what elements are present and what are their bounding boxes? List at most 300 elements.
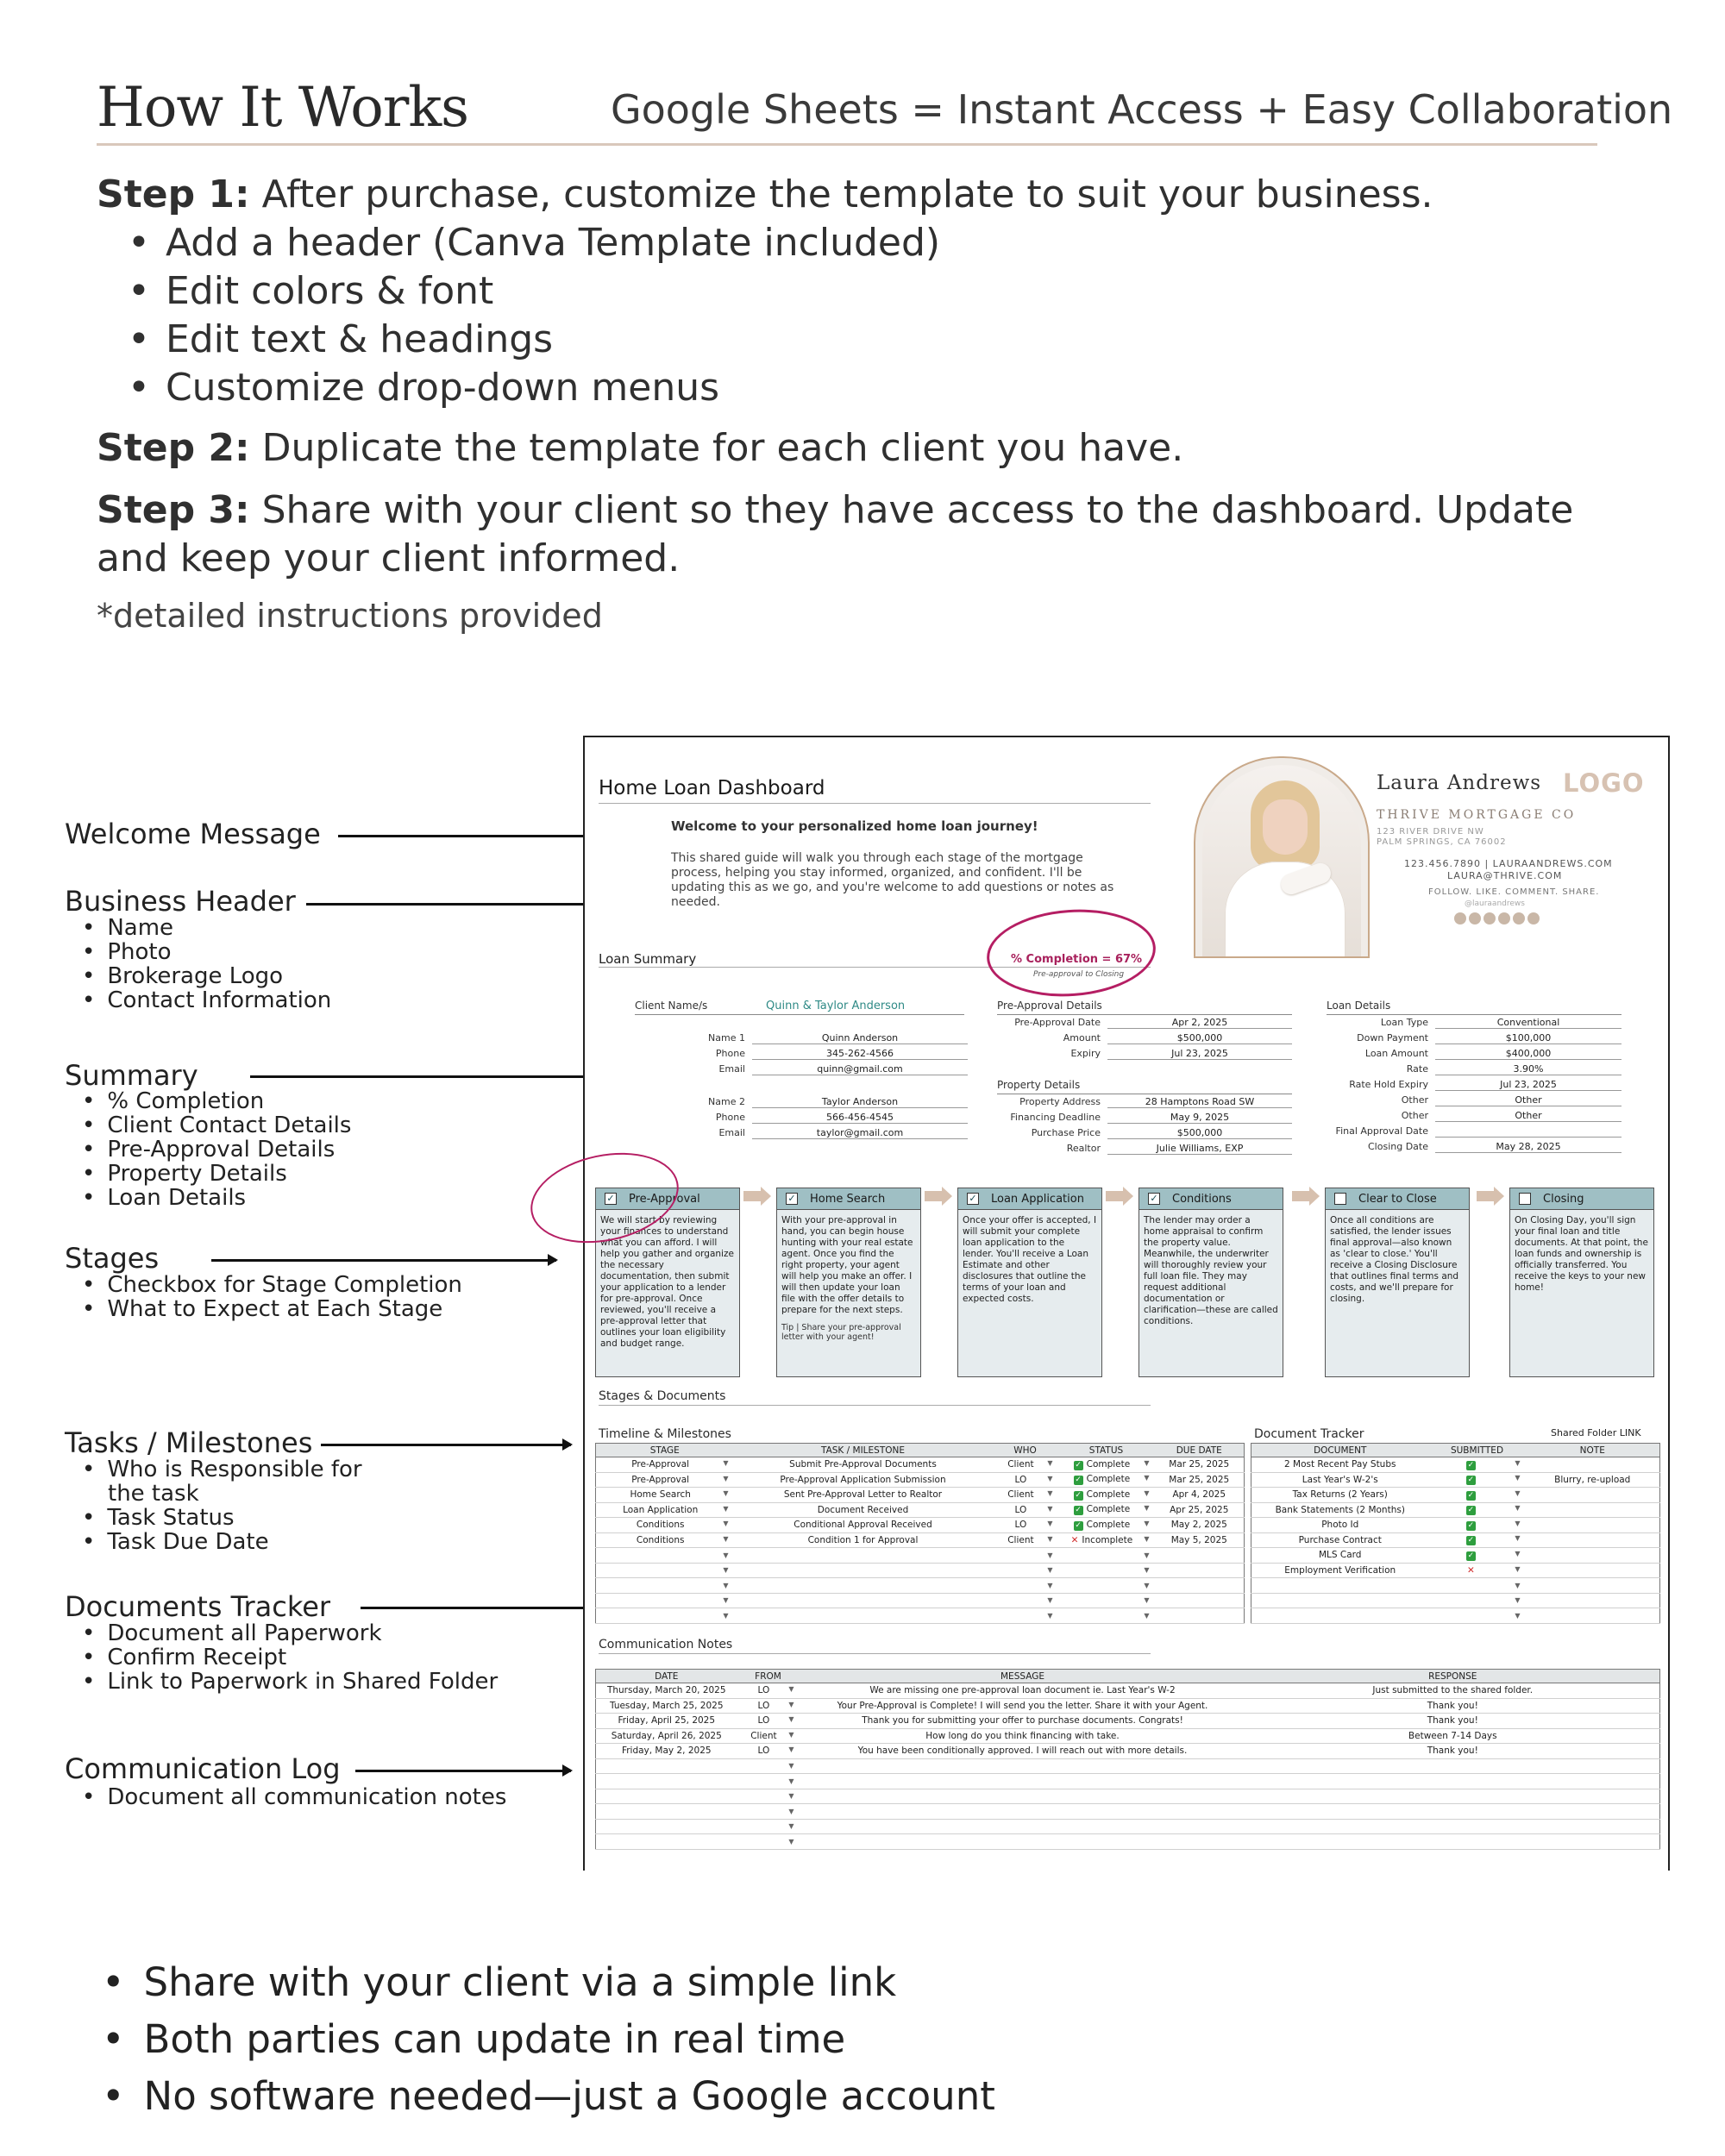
from-cell[interactable] — [737, 1728, 800, 1744]
date-cell[interactable] — [596, 1789, 737, 1804]
dropdown-icon[interactable]: ▼ — [1144, 1534, 1150, 1543]
field-value[interactable]: Quinn Anderson — [752, 1032, 968, 1044]
due-date-cell[interactable] — [1155, 1548, 1245, 1564]
dropdown-icon[interactable]: ▼ — [1144, 1551, 1150, 1559]
dropdown-icon[interactable]: ▼ — [788, 1762, 794, 1771]
due-date-cell[interactable]: Mar 25, 2025 — [1155, 1457, 1245, 1473]
annotation-list — [82, 1621, 498, 1694]
dropdown-icon[interactable]: ▼ — [1515, 1564, 1521, 1573]
document-cell[interactable]: Bank Statements (2 Months) — [1251, 1502, 1429, 1518]
dropdown-icon[interactable]: ▼ — [723, 1489, 729, 1498]
who-cell[interactable] — [993, 1608, 1058, 1624]
response-cell[interactable] — [1246, 1758, 1660, 1774]
x-icon: ✕ — [1467, 1564, 1475, 1576]
field-value[interactable]: Other — [1435, 1110, 1622, 1122]
table-row — [596, 1608, 1245, 1624]
submitted-cell[interactable] — [1429, 1472, 1526, 1488]
dropdown-icon[interactable]: ▼ — [1047, 1520, 1053, 1528]
field-value[interactable] — [1435, 1125, 1622, 1138]
stage-cell[interactable] — [596, 1518, 734, 1533]
dropdown-icon[interactable]: ▼ — [1047, 1551, 1053, 1559]
check-icon: ✓ — [1467, 1506, 1475, 1515]
annotation-list — [82, 1089, 351, 1210]
status-cell[interactable] — [1058, 1563, 1155, 1578]
dropdown-icon[interactable]: ▼ — [788, 1807, 794, 1815]
cell-text: Conditions — [636, 1534, 685, 1545]
field-value[interactable]: Conventional — [1435, 1017, 1622, 1029]
stage-cell[interactable] — [596, 1472, 734, 1488]
task-cell[interactable] — [734, 1608, 993, 1624]
field-value[interactable]: Jul 23, 2025 — [1435, 1079, 1622, 1091]
dropdown-icon[interactable]: ▼ — [723, 1551, 729, 1559]
message-cell[interactable]: Your Pre-Approval is Complete! I will send you the letter. Share it with your Agent. — [800, 1698, 1246, 1714]
status-cell[interactable] — [1058, 1593, 1155, 1608]
document-cell[interactable]: Photo Id — [1251, 1518, 1429, 1533]
from-cell[interactable] — [737, 1698, 800, 1714]
message-cell[interactable] — [800, 1819, 1246, 1834]
field-label: Property Address — [1019, 1096, 1101, 1107]
social-icon[interactable] — [1469, 912, 1481, 924]
social-icon[interactable] — [1513, 912, 1525, 924]
dropdown-icon[interactable]: ▼ — [1047, 1581, 1053, 1589]
who-cell[interactable] — [993, 1457, 1058, 1473]
response-cell[interactable]: Just submitted to the shared folder. — [1246, 1683, 1660, 1699]
stage-cell[interactable] — [596, 1488, 734, 1503]
from-cell[interactable] — [737, 1714, 800, 1729]
document-cell[interactable] — [1251, 1608, 1429, 1624]
step-1-bullet: • Edit text & headings — [128, 317, 553, 361]
column-header: DATE — [596, 1670, 737, 1683]
cell-text: Client — [750, 1730, 777, 1741]
message-cell[interactable]: We are missing one pre-approval loan document ie. Last Year's W-2 — [800, 1683, 1246, 1699]
document-cell[interactable] — [1251, 1593, 1429, 1608]
note-cell[interactable] — [1526, 1488, 1660, 1503]
agent-address: 123 RIVER DRIVE NW — [1377, 827, 1484, 837]
status-cell[interactable] — [1058, 1502, 1155, 1518]
document-cell[interactable]: Tax Returns (2 Years) — [1251, 1488, 1429, 1503]
dropdown-icon[interactable]: ▼ — [1144, 1489, 1150, 1497]
dropdown-icon[interactable]: ▼ — [788, 1777, 794, 1785]
due-date-cell[interactable] — [1155, 1593, 1245, 1608]
annotation-title: Documents Tracker — [65, 1590, 331, 1623]
field-value[interactable]: quinn@gmail.com — [752, 1063, 968, 1075]
shared-folder-link[interactable]: Shared Folder LINK — [1551, 1427, 1641, 1438]
dropdown-icon[interactable]: ▼ — [1515, 1458, 1521, 1467]
who-cell[interactable] — [993, 1472, 1058, 1488]
date-cell[interactable]: Friday, April 25, 2025 — [596, 1714, 737, 1729]
status-cell[interactable] — [1058, 1457, 1155, 1473]
response-cell[interactable] — [1246, 1789, 1660, 1804]
dropdown-icon[interactable]: ▼ — [1515, 1534, 1521, 1543]
stage-card — [1325, 1188, 1470, 1377]
field-value[interactable]: May 9, 2025 — [1107, 1112, 1292, 1124]
date-cell[interactable]: Thursday, March 20, 2025 — [596, 1683, 737, 1699]
from-cell[interactable] — [737, 1819, 800, 1834]
field-label: Email — [718, 1063, 745, 1075]
status-cell[interactable] — [1058, 1608, 1155, 1624]
column-header: RESPONSE — [1246, 1670, 1660, 1683]
check-icon: ✓ — [1075, 1476, 1082, 1485]
date-cell[interactable]: Tuesday, March 25, 2025 — [596, 1698, 737, 1714]
photo-face — [1263, 799, 1308, 855]
dropdown-icon[interactable]: ▼ — [1515, 1519, 1521, 1527]
date-cell[interactable] — [596, 1758, 737, 1774]
date-cell[interactable]: Saturday, April 26, 2025 — [596, 1728, 737, 1744]
dropdown-icon[interactable]: ▼ — [723, 1504, 729, 1513]
dropdown-icon[interactable]: ▼ — [1144, 1458, 1150, 1467]
communication-table — [595, 1669, 1660, 1850]
annotation-item: • Name — [82, 916, 331, 940]
field-value[interactable]: $100,000 — [1435, 1032, 1622, 1044]
stage-cell[interactable] — [596, 1532, 734, 1548]
who-cell[interactable] — [993, 1548, 1058, 1564]
submitted-cell[interactable] — [1429, 1532, 1526, 1548]
stage-cell[interactable] — [596, 1593, 734, 1608]
dropdown-icon[interactable]: ▼ — [1144, 1611, 1150, 1620]
task-cell[interactable] — [734, 1563, 993, 1578]
status-cell[interactable] — [1058, 1548, 1155, 1564]
dropdown-icon[interactable]: ▼ — [1144, 1596, 1150, 1605]
status-cell[interactable] — [1058, 1578, 1155, 1594]
note-cell[interactable] — [1526, 1578, 1660, 1594]
dropdown-icon[interactable]: ▼ — [788, 1792, 794, 1801]
response-cell[interactable]: Thank you! — [1246, 1698, 1660, 1714]
check-icon: ✓ — [1467, 1490, 1475, 1500]
dropdown-icon[interactable]: ▼ — [788, 1837, 794, 1846]
from-cell[interactable] — [737, 1758, 800, 1774]
from-cell[interactable] — [737, 1834, 800, 1850]
field-value[interactable]: 566-456-4545 — [752, 1112, 968, 1124]
message-cell[interactable]: Thank you for submitting your offer to purchase documents. Congrats! — [800, 1714, 1246, 1729]
status-cell[interactable] — [1058, 1518, 1155, 1533]
dropdown-icon[interactable]: ▼ — [1144, 1566, 1150, 1575]
annotation-title: Welcome Message — [65, 818, 321, 850]
column-header: FROM — [737, 1670, 800, 1683]
footer-bullet: • Both parties can update in real time — [102, 2016, 845, 2062]
stage-checkbox[interactable]: ✓ — [1148, 1193, 1160, 1205]
dropdown-icon[interactable]: ▼ — [788, 1700, 794, 1708]
from-cell[interactable] — [737, 1804, 800, 1820]
submitted-cell[interactable] — [1429, 1608, 1526, 1624]
status-cell[interactable] — [1058, 1532, 1155, 1548]
stage-checkbox[interactable] — [1519, 1193, 1531, 1205]
field-value[interactable]: $400,000 — [1435, 1048, 1622, 1060]
client-names: Quinn & Taylor Anderson — [766, 1000, 906, 1012]
step-1-label: Step 1: — [97, 172, 250, 216]
agent-photo — [1194, 756, 1370, 958]
annotation-arrow — [250, 1075, 599, 1078]
submitted-cell[interactable] — [1429, 1457, 1526, 1473]
social-icon[interactable] — [1484, 912, 1496, 924]
dropdown-icon[interactable]: ▼ — [1047, 1489, 1053, 1498]
dropdown-icon[interactable]: ▼ — [1047, 1474, 1053, 1482]
stage-card — [957, 1188, 1102, 1377]
dropdown-icon[interactable]: ▼ — [1144, 1474, 1150, 1482]
message-cell[interactable]: You have been conditionally approved. I will reach out with more details. — [800, 1744, 1246, 1759]
dropdown-icon[interactable]: ▼ — [788, 1745, 794, 1754]
response-cell[interactable] — [1246, 1819, 1660, 1834]
status-cell[interactable] — [1058, 1488, 1155, 1503]
field-value[interactable]: 345-262-4566 — [752, 1048, 968, 1060]
stage-cell[interactable] — [596, 1578, 734, 1594]
step-1-bullet: • Customize drop-down menus — [128, 366, 719, 410]
stage-name: Conditions — [1172, 1192, 1232, 1206]
table-row — [596, 1578, 1245, 1594]
due-date-cell[interactable]: Apr 4, 2025 — [1155, 1488, 1245, 1503]
field-label: Email — [718, 1127, 745, 1138]
dropdown-icon[interactable]: ▼ — [1047, 1534, 1053, 1543]
response-cell[interactable]: Thank you! — [1246, 1744, 1660, 1759]
date-cell[interactable] — [596, 1804, 737, 1820]
response-cell[interactable] — [1246, 1804, 1660, 1820]
follow-text: FOLLOW. LIKE. COMMENT. SHARE. — [1428, 887, 1600, 897]
dropdown-icon[interactable]: ▼ — [1047, 1611, 1053, 1620]
communication-title: Communication Notes — [599, 1638, 733, 1651]
stage-cell[interactable] — [596, 1502, 734, 1518]
due-date-cell[interactable]: Mar 25, 2025 — [1155, 1472, 1245, 1488]
who-cell[interactable] — [993, 1593, 1058, 1608]
note-cell[interactable] — [1526, 1457, 1660, 1473]
submitted-cell[interactable] — [1429, 1502, 1526, 1518]
table-row — [596, 1789, 1660, 1804]
task-cell[interactable] — [734, 1548, 993, 1564]
stage-header — [1326, 1188, 1469, 1210]
dropdown-icon[interactable]: ▼ — [1515, 1549, 1521, 1557]
task-cell[interactable]: Document Received — [734, 1502, 993, 1518]
date-cell[interactable]: Friday, May 2, 2025 — [596, 1744, 737, 1759]
document-cell[interactable]: 2 Most Recent Pay Stubs — [1251, 1457, 1429, 1473]
stage-card — [776, 1188, 921, 1377]
dropdown-icon[interactable]: ▼ — [1144, 1519, 1150, 1527]
submitted-cell[interactable] — [1429, 1593, 1526, 1608]
stage-name: Closing — [1543, 1192, 1584, 1206]
stage-cell[interactable] — [596, 1608, 734, 1624]
note-cell[interactable] — [1526, 1608, 1660, 1624]
dashboard-preview — [583, 736, 1670, 1871]
table-header-row — [596, 1670, 1660, 1683]
dropdown-icon[interactable]: ▼ — [1515, 1474, 1521, 1482]
field-value[interactable]: Taylor Anderson — [752, 1096, 968, 1108]
date-cell[interactable] — [596, 1774, 737, 1789]
response-cell[interactable] — [1246, 1834, 1660, 1850]
stage-arrow — [925, 1191, 942, 1201]
note-cell[interactable] — [1526, 1593, 1660, 1608]
annotation-title: Communication Log — [65, 1752, 341, 1785]
dropdown-icon[interactable]: ▼ — [723, 1520, 729, 1528]
social-icon[interactable] — [1454, 912, 1466, 924]
note-cell[interactable] — [1526, 1532, 1660, 1548]
field-label: Realtor — [1066, 1143, 1101, 1154]
cell-text: Home Search — [630, 1489, 691, 1501]
stage-cell[interactable] — [596, 1563, 734, 1578]
social-icon[interactable] — [1527, 912, 1540, 924]
task-cell[interactable]: Condition 1 for Approval — [734, 1532, 993, 1548]
stage-checkbox[interactable]: ✓ — [605, 1193, 617, 1205]
stage-cell[interactable] — [596, 1548, 734, 1564]
who-cell[interactable] — [993, 1502, 1058, 1518]
table-row — [596, 1472, 1245, 1488]
field-value[interactable]: $500,000 — [1107, 1127, 1292, 1139]
dropdown-icon[interactable]: ▼ — [1047, 1596, 1053, 1605]
stage-checkbox[interactable] — [1334, 1193, 1346, 1205]
from-cell[interactable] — [737, 1774, 800, 1789]
dropdown-icon[interactable]: ▼ — [1047, 1566, 1053, 1575]
message-cell[interactable] — [800, 1789, 1246, 1804]
dropdown-icon[interactable]: ▼ — [1515, 1504, 1521, 1513]
cell-text: Client — [1007, 1489, 1034, 1501]
column-header: TASK / MILESTONE — [734, 1444, 993, 1457]
message-cell[interactable] — [800, 1804, 1246, 1820]
dropdown-icon[interactable]: ▼ — [723, 1459, 729, 1468]
field-value[interactable]: Jul 23, 2025 — [1107, 1048, 1292, 1060]
dropdown-icon[interactable]: ▼ — [723, 1534, 729, 1543]
dropdown-icon[interactable]: ▼ — [1515, 1596, 1521, 1605]
table-row — [1251, 1563, 1660, 1578]
task-cell[interactable]: Conditional Approval Received — [734, 1518, 993, 1533]
annotation-item: • What to Expect at Each Stage — [82, 1297, 462, 1321]
message-cell[interactable] — [800, 1834, 1246, 1850]
status-cell[interactable] — [1058, 1472, 1155, 1488]
field-label: Amount — [1063, 1032, 1101, 1044]
message-cell[interactable]: How long do you think financing with take. — [800, 1728, 1246, 1744]
task-cell[interactable]: Submit Pre-Approval Documents — [734, 1457, 993, 1473]
dropdown-icon[interactable]: ▼ — [788, 1822, 794, 1831]
dropdown-icon[interactable]: ▼ — [788, 1730, 794, 1739]
dropdown-icon[interactable]: ▼ — [1047, 1504, 1053, 1513]
who-cell[interactable] — [993, 1563, 1058, 1578]
due-date-cell[interactable]: Apr 25, 2025 — [1155, 1502, 1245, 1518]
field-label: Phone — [715, 1048, 745, 1059]
task-cell[interactable]: Pre-Approval Application Submission — [734, 1472, 993, 1488]
task-cell[interactable]: Sent Pre-Approval Letter to Realtor — [734, 1488, 993, 1503]
table-row — [596, 1457, 1245, 1473]
submitted-cell[interactable] — [1429, 1563, 1526, 1578]
due-date-cell[interactable] — [1155, 1578, 1245, 1594]
document-cell[interactable]: MLS Card — [1251, 1548, 1429, 1564]
field-value[interactable]: Julie Williams, EXP — [1107, 1143, 1292, 1155]
dropdown-icon[interactable]: ▼ — [788, 1685, 794, 1694]
due-date-cell[interactable] — [1155, 1608, 1245, 1624]
submitted-cell[interactable] — [1429, 1488, 1526, 1503]
document-cell[interactable]: Purchase Contract — [1251, 1532, 1429, 1548]
table-row — [596, 1804, 1660, 1820]
dropdown-icon[interactable]: ▼ — [723, 1474, 729, 1482]
document-cell[interactable]: Last Year's W-2's — [1251, 1472, 1429, 1488]
check-icon: ✓ — [1467, 1551, 1475, 1560]
table-row — [1251, 1532, 1660, 1548]
loan-summary-title: Loan Summary — [599, 951, 697, 967]
dropdown-icon[interactable]: ▼ — [723, 1596, 729, 1605]
submitted-cell[interactable] — [1429, 1578, 1526, 1594]
message-cell[interactable] — [800, 1774, 1246, 1789]
date-cell[interactable] — [596, 1819, 737, 1834]
note-cell[interactable] — [1526, 1548, 1660, 1564]
brokerage-name: THRIVE MORTGAGE CO — [1377, 808, 1577, 822]
dropdown-icon[interactable]: ▼ — [788, 1715, 794, 1724]
dropdown-icon[interactable]: ▼ — [1047, 1459, 1053, 1468]
dropdown-icon[interactable]: ▼ — [723, 1581, 729, 1589]
who-cell[interactable] — [993, 1518, 1058, 1533]
x-icon: ✕ — [1070, 1534, 1079, 1545]
note-cell[interactable] — [1526, 1518, 1660, 1533]
from-cell[interactable] — [737, 1789, 800, 1804]
stage-description: Once all conditions are satisfied, the lender issues final approval—also known as 'clear to close.' You'll receive a Closing Disclosure that outlines final terms and costs, and we'll prepare for closing. — [1330, 1215, 1459, 1304]
table-row — [596, 1744, 1660, 1759]
submitted-cell[interactable] — [1429, 1548, 1526, 1564]
table-row — [596, 1714, 1660, 1729]
response-cell[interactable]: Thank you! — [1246, 1714, 1660, 1729]
stage-checkbox[interactable]: ✓ — [967, 1193, 979, 1205]
field-value[interactable]: 3.90% — [1435, 1063, 1622, 1075]
field-value[interactable]: May 28, 2025 — [1435, 1141, 1622, 1153]
dropdown-icon[interactable]: ▼ — [1144, 1504, 1150, 1513]
table-row — [1251, 1608, 1660, 1624]
field-label: Financing Deadline — [1010, 1112, 1101, 1123]
due-date-cell[interactable]: May 2, 2025 — [1155, 1518, 1245, 1533]
dropdown-icon[interactable]: ▼ — [1515, 1581, 1521, 1589]
field-value[interactable]: 28 Hamptons Road SW — [1107, 1096, 1292, 1108]
stage-cell[interactable] — [596, 1457, 734, 1473]
note-cell[interactable] — [1526, 1563, 1660, 1578]
stage-arrow — [1106, 1191, 1123, 1201]
social-icons — [1454, 912, 1542, 928]
message-cell[interactable] — [800, 1758, 1246, 1774]
stage-card — [1138, 1188, 1283, 1377]
table-row — [1251, 1472, 1660, 1488]
column-header: STATUS — [1058, 1444, 1155, 1457]
due-date-cell[interactable]: May 5, 2025 — [1155, 1532, 1245, 1548]
cell-text: Incomplete — [1082, 1534, 1133, 1545]
field-value[interactable]: $500,000 — [1107, 1032, 1292, 1044]
cell-text: Complete — [1086, 1474, 1131, 1485]
table-row — [596, 1563, 1245, 1578]
field-value[interactable]: Apr 2, 2025 — [1107, 1017, 1292, 1029]
annotation-item: • Pre-Approval Details — [82, 1138, 351, 1162]
dropdown-icon[interactable]: ▼ — [723, 1611, 729, 1620]
field-value[interactable]: Other — [1435, 1094, 1622, 1106]
dropdown-icon[interactable]: ▼ — [1515, 1489, 1521, 1497]
note-cell[interactable] — [1526, 1502, 1660, 1518]
annotation-title: Business Header — [65, 885, 296, 918]
response-cell[interactable] — [1246, 1774, 1660, 1789]
stage-checkbox[interactable]: ✓ — [786, 1193, 798, 1205]
field-value[interactable]: taylor@gmail.com — [752, 1127, 968, 1139]
annotation-item: • Property Details — [82, 1162, 351, 1186]
dropdown-icon[interactable]: ▼ — [1144, 1581, 1150, 1589]
stage-header — [1139, 1188, 1283, 1210]
who-cell[interactable] — [993, 1578, 1058, 1594]
who-cell[interactable] — [993, 1532, 1058, 1548]
social-icon[interactable] — [1498, 912, 1510, 924]
from-cell[interactable] — [737, 1744, 800, 1759]
dropdown-icon[interactable]: ▼ — [1515, 1611, 1521, 1620]
task-cell[interactable] — [734, 1593, 993, 1608]
submitted-cell[interactable] — [1429, 1518, 1526, 1533]
response-cell[interactable]: Between 7-14 Days — [1246, 1728, 1660, 1744]
field-label: Closing Date — [1368, 1141, 1428, 1152]
document-cell[interactable] — [1251, 1578, 1429, 1594]
annotation-item: • Brokerage Logo — [82, 964, 331, 988]
who-cell[interactable] — [993, 1488, 1058, 1503]
document-cell[interactable]: Employment Verification — [1251, 1563, 1429, 1578]
column-header: WHO — [993, 1444, 1058, 1457]
from-cell[interactable] — [737, 1683, 800, 1699]
dropdown-icon[interactable]: ▼ — [723, 1566, 729, 1575]
due-date-cell[interactable] — [1155, 1563, 1245, 1578]
note-cell[interactable]: Blurry, re-upload — [1526, 1472, 1660, 1488]
date-cell[interactable] — [596, 1834, 737, 1850]
task-cell[interactable] — [734, 1578, 993, 1594]
